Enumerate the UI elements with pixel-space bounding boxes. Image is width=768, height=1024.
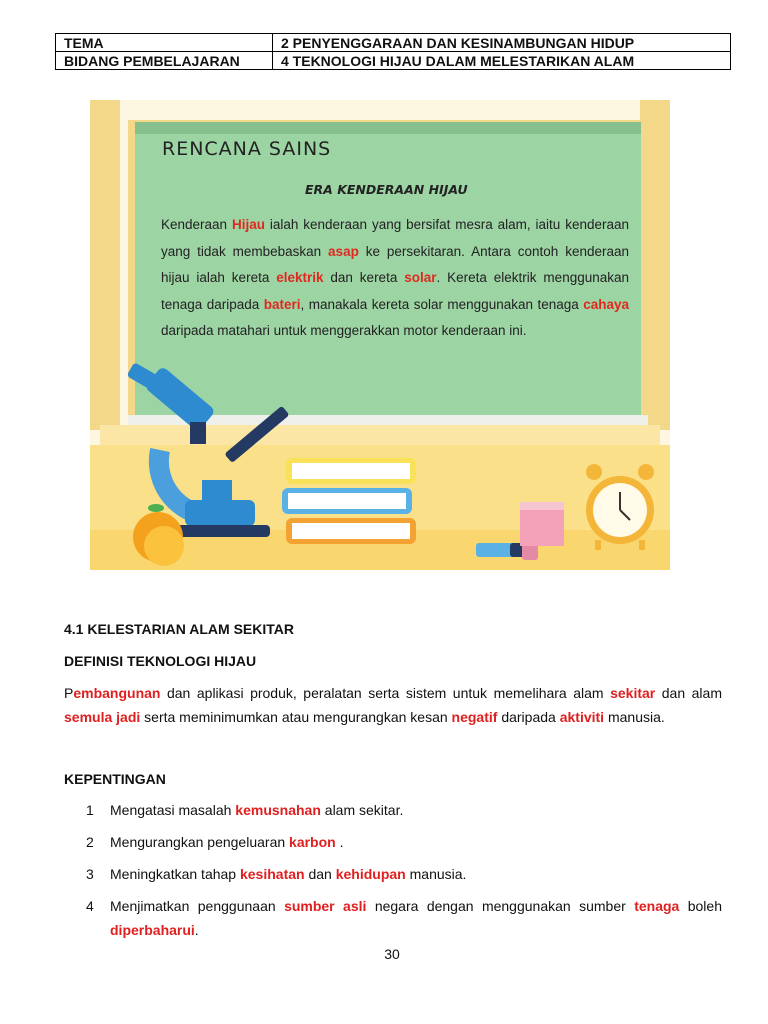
keyword: kemusnahan	[235, 802, 321, 818]
keyword: sumber asli	[284, 898, 367, 914]
list-item: 1 Mengatasi masalah kemusnahan alam sekitar.	[86, 802, 404, 818]
section-title: 4.1 KELESTARIAN ALAM SEKITAR	[64, 621, 294, 637]
header-value: 4 TEKNOLOGI HIJAU DALAM MELESTARIKAN ALAM	[273, 52, 731, 70]
keyword: embangunan	[73, 685, 161, 701]
header-row-tema	[56, 34, 731, 52]
keyword: cahaya	[583, 296, 629, 312]
books-icon	[282, 458, 416, 544]
keyword: bateri	[263, 296, 301, 312]
definition-heading: DEFINISI TEKNOLOGI HIJAU	[64, 653, 257, 669]
header-key: BIDANG PEMBELAJARAN	[56, 52, 273, 70]
keyword: negatif	[451, 709, 498, 725]
importance-list	[86, 798, 722, 950]
header-key: TEMA	[56, 34, 273, 52]
keyword: kehidupan	[335, 866, 406, 882]
keyword: tenaga	[634, 898, 680, 914]
header-row-bidang	[56, 52, 731, 70]
keyword: aktiviti	[559, 709, 605, 725]
header-value: 2 PENYENGGARAAN DAN KESINAMBUNGAN HIDUP	[273, 34, 731, 52]
keyword: semula jadi	[64, 709, 141, 725]
page-number: 30	[384, 946, 400, 962]
keyword: elektrik	[276, 270, 324, 285]
importance-heading: KEPENTINGAN	[64, 771, 166, 787]
list-item: 4 Menjimatkan penggunaan sumber asli negara dengan menggunakan sumber tenaga boleh diperbaharui.	[86, 898, 722, 938]
header-table	[55, 33, 731, 70]
board-subtitle: ERA KENDERAAN HIJAU	[305, 182, 468, 197]
keyword: diperbaharui	[110, 922, 195, 938]
keyword: asap	[328, 243, 359, 259]
board-paragraph: Kenderaan Hijau ialah kenderaan yang bersifat mesra alam, iaitu kenderaan yang tidak membebaskan asap ke persekitaran. Antara contoh kenderaan hijau ialah kereta elektrik dan kereta solar. Kereta elektrik menggunakan tenaga daripada bateri, manakala kereta solar menggunakan tenaga cahaya daripada matahari untuk menggerakkan motor kenderaan ini.	[161, 217, 630, 338]
keyword: Hijau	[231, 217, 265, 232]
keyword: solar	[404, 270, 437, 285]
list-item: 2 Mengurangkan pengeluaran karbon .	[86, 834, 344, 850]
board-title: RENCANA SAINS	[162, 138, 332, 160]
keyword: kesihatan	[239, 866, 305, 882]
cup-icon	[520, 502, 564, 546]
keyword: sekitar	[610, 685, 656, 701]
list-item: 3 Meningkatkan tahap kesihatan dan kehidupan manusia.	[86, 866, 467, 882]
definition-paragraph: Pembangunan dan aplikasi produk, peralatan serta sistem untuk memelihara alam sekitar dan alam semula jadi serta meminimumkan atau mengurangkan kesan negatif daripada aktiviti manusia.	[64, 685, 722, 725]
keyword: karbon	[289, 834, 336, 850]
